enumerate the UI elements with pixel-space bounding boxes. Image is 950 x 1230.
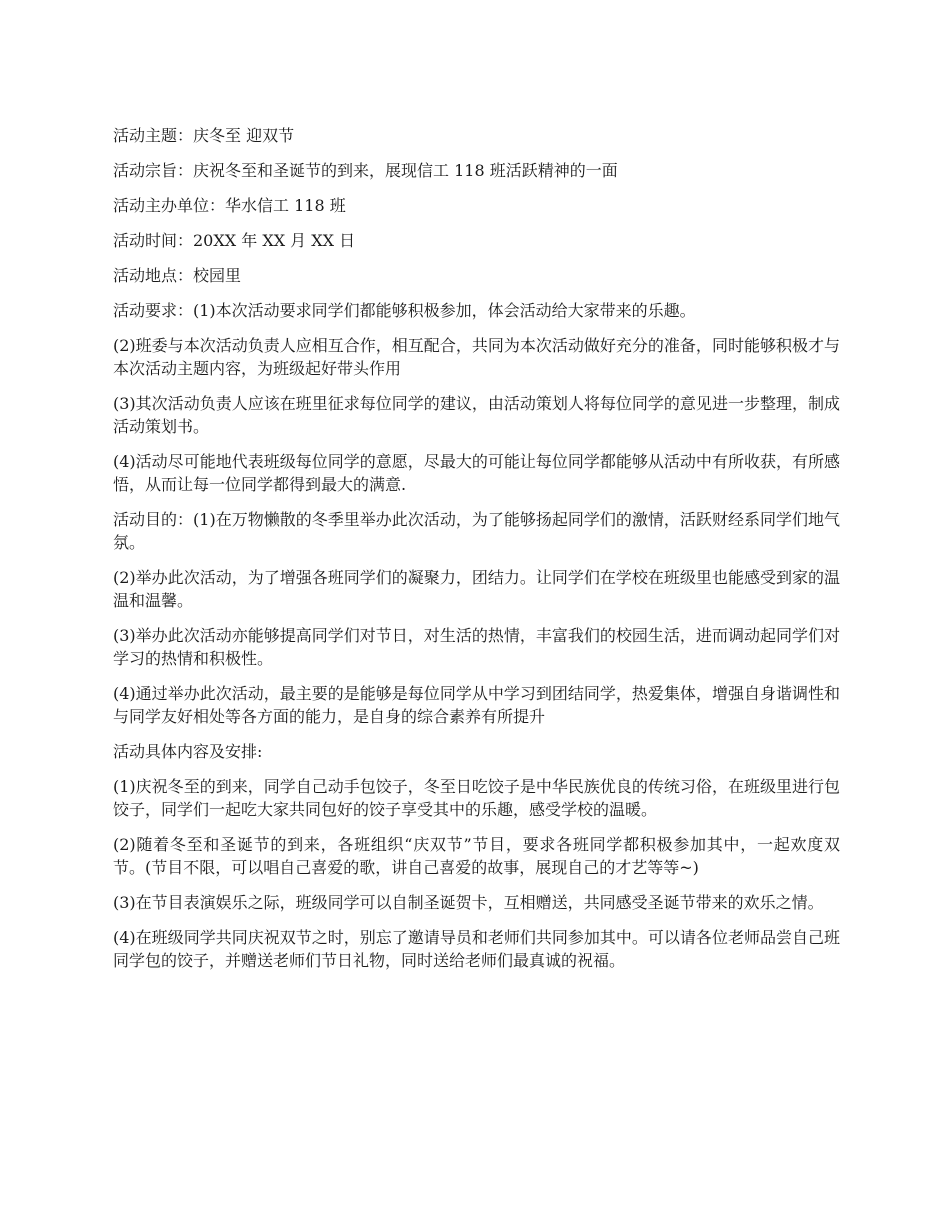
activity-organizer: 活动主办单位：华水信工 118 班 bbox=[113, 196, 346, 215]
schedule-item-1: (1)庆祝冬至的到来，同学自己动手包饺子，冬至日吃饺子是中华民族优良的传统习俗，在班级里进行包饺子，同学们一起吃大家共同包好的饺子享受其中的乐趣，感受学校的温暖。 bbox=[113, 777, 840, 819]
requirement-4: (4)活动尽可能地代表班级每位同学的意愿，尽最大的可能让每位同学都能够从活动中有所收获，有所感悟，从而让每一位同学都得到最大的满意. bbox=[113, 452, 840, 494]
activity-location: 活动地点：校园里 bbox=[113, 266, 242, 285]
schedule-item-2: (2)随着冬至和圣诞节的到来，各班组织“庆双节”节目，要求各班同学都积极参加其中，一起欢度双节。(节目不限，可以唱自己喜爱的歌，讲自己喜爱的故事，展现自己的才艺等等~) bbox=[113, 835, 840, 877]
requirement-2: (2)班委与本次活动负责人应相互合作，相互配合，共同为本次活动做好充分的准备，同时能够积极才与本次活动主题内容，为班级起好带头作用 bbox=[113, 336, 840, 378]
goal-3: (3)举办此次活动亦能够提高同学们对节日，对生活的热情，丰富我们的校园生活，进而调动起同学们对学习的热情和积极性。 bbox=[113, 626, 840, 668]
requirement-1: 活动要求：(1)本次活动要求同学们都能够积极参加，体会活动给大家带来的乐趣。 bbox=[113, 301, 696, 320]
goal-4: (4)通过举办此次活动，最主要的是能够是每位同学从中学习到团结同学，热爱集体，增强自身谐调性和与同学友好相处等各方面的能力，是自身的综合素养有所提升 bbox=[113, 684, 840, 726]
goal-2: (2)举办此次活动，为了增强各班同学们的凝聚力，团结力。让同学们在学校在班级里也能感受到家的温温和温馨。 bbox=[113, 568, 840, 610]
goal-1: 活动目的：(1)在万物懒散的冬季里举办此次活动，为了能够扬起同学们的激情，活跃财经系同学们地气氛。 bbox=[113, 510, 840, 552]
requirement-3: (3)其次活动负责人应该在班里征求每位同学的建议，由活动策划人将每位同学的意见进一步整理，制成活动策划书。 bbox=[113, 394, 840, 436]
document-body bbox=[113, 124, 840, 984]
schedule-heading: 活动具体内容及安排: bbox=[113, 742, 263, 761]
schedule-item-4: (4)在班级同学共同庆祝双节之时，别忘了邀请导员和老师们共同参加其中。可以请各位老师品尝自己班同学包的饺子，并赠送老师们节日礼物，同时送给老师们最真诚的祝福。 bbox=[113, 928, 840, 970]
activity-theme: 活动主题：庆冬至 迎双节 bbox=[113, 126, 295, 145]
activity-purpose: 活动宗旨：庆祝冬至和圣诞节的到来，展现信工 118 班活跃精神的一面 bbox=[113, 161, 618, 180]
schedule-item-3: (3)在节目表演娱乐之际，班级同学可以自制圣诞贺卡，互相赠送，共同感受圣诞节带来的欢乐之情。 bbox=[113, 893, 824, 912]
activity-time: 活动时间：20XX 年 XX 月 XX 日 bbox=[113, 231, 356, 250]
